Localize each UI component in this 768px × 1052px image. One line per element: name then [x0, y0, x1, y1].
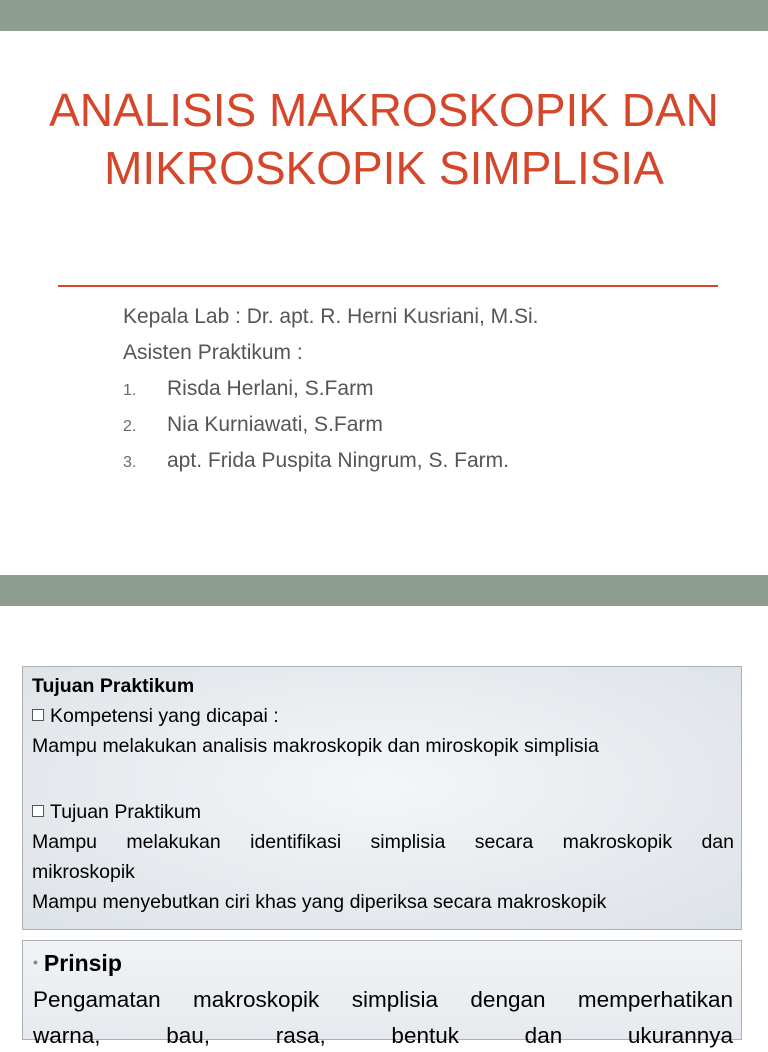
tujuan-content	[32, 671, 734, 917]
square-bullet-icon	[32, 805, 44, 817]
tujuan-bullet	[32, 797, 734, 827]
slide-separator-band	[0, 575, 768, 606]
asisten-item	[123, 443, 743, 479]
tujuan-label: Tujuan Praktikum	[50, 801, 202, 823]
prinsip-heading: Prinsip	[43, 950, 122, 976]
slide-title	[0, 81, 768, 197]
asisten-item	[123, 371, 743, 407]
top-header-band	[0, 0, 768, 31]
asisten-name: apt. Frida Puspita Ningrum, S. Farm.	[167, 449, 509, 472]
prinsip-content	[33, 945, 733, 1052]
list-number: 2.	[123, 418, 137, 435]
title-divider	[58, 285, 718, 287]
list-number: 1.	[123, 382, 137, 399]
title-line-2: MIKROSKOPIK SIMPLISIA	[104, 142, 664, 194]
asisten-label: Asisten Praktikum :	[123, 341, 303, 364]
spacer	[32, 761, 734, 797]
square-bullet-icon	[32, 709, 44, 721]
tujuan-box	[22, 666, 742, 930]
prinsip-box	[22, 940, 742, 1048]
asisten-item	[123, 407, 743, 443]
asisten-name: Risda Herlani, S.Farm	[167, 377, 374, 400]
lab-info	[123, 299, 743, 479]
prinsip-text-line-2: warna, bau, rasa, bentuk dan ukurannya	[33, 1023, 733, 1048]
kompetensi-bullet	[32, 701, 734, 731]
kompetensi-label: Kompetensi yang dicapai :	[50, 705, 279, 727]
list-number: 3.	[123, 454, 137, 471]
tujuan-text-line-2: mikroskopik	[32, 861, 135, 883]
content-slide	[0, 606, 768, 1048]
title-slide	[0, 31, 768, 575]
tujuan-heading: Tujuan Praktikum	[32, 675, 195, 697]
prinsip-heading-row	[33, 945, 733, 980]
tujuan-text-2: Mampu menyebutkan ciri khas yang diperiksa secara makroskopik	[32, 891, 607, 913]
kepala-lab: Kepala Lab : Dr. apt. R. Herni Kusriani, M.Si.	[123, 305, 539, 328]
asisten-name: Nia Kurniawati, S.Farm	[167, 413, 383, 436]
kompetensi-text: Mampu melakukan analisis makroskopik dan miroskopik simplisia	[32, 735, 599, 757]
tujuan-text-line-1: Mampu melakukan identifikasi simplisia secara makroskopik dan	[32, 831, 734, 853]
title-line-1: ANALISIS MAKROSKOPIK DAN	[49, 84, 719, 136]
bullet-dot-icon: •	[33, 954, 38, 970]
prinsip-text-line-1: Pengamatan makroskopik simplisia dengan memperhatikan	[33, 987, 733, 1012]
